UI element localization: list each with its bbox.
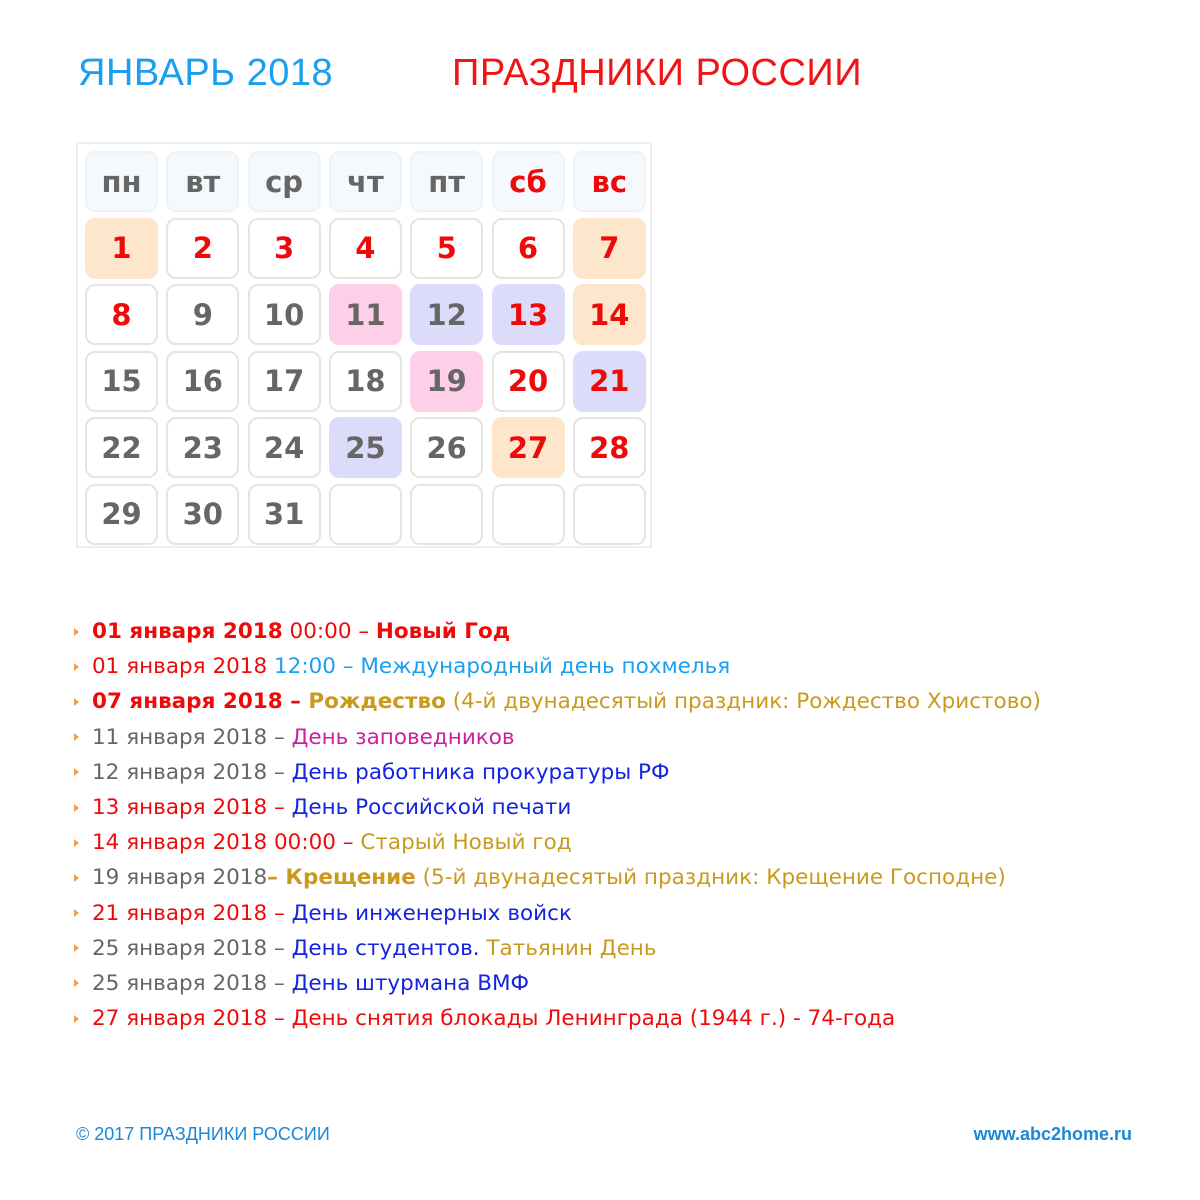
holiday-text-segment: День работника прокуратуры РФ (291, 759, 670, 785)
bullet-arrow-icon (74, 874, 79, 882)
day-cell: 14 (573, 284, 646, 345)
day-cell: 24 (248, 417, 321, 478)
calendar-grid (76, 142, 652, 548)
empty-day-cell (329, 484, 402, 545)
holiday-text-segment: 07 января 2018 – (92, 689, 309, 715)
holiday-text-segment: День штурмана ВМФ (291, 970, 530, 996)
bullet-arrow-icon (74, 804, 79, 812)
holiday-text-segment: 13 января 2018 – (92, 795, 292, 821)
holiday-text-segment: Татьянин День (479, 935, 657, 961)
holiday-item (72, 896, 1041, 931)
day-cell: 30 (166, 484, 239, 545)
day-cell: 26 (410, 417, 483, 478)
day-cell: 10 (248, 284, 321, 345)
bullet-arrow-icon (74, 733, 79, 741)
weekday-header: чт (329, 151, 402, 212)
holiday-text-segment: 11 января 2018 – (92, 724, 292, 750)
holiday-item (72, 684, 1041, 719)
weekday-header: сб (492, 151, 565, 212)
weekday-header: пт (410, 151, 483, 212)
holiday-text-segment: – Крещение (267, 865, 416, 891)
bullet-arrow-icon (74, 1015, 79, 1023)
day-cell: 28 (573, 417, 646, 478)
day-cell: 13 (492, 284, 565, 345)
holiday-item (72, 931, 1041, 966)
copyright-text: © 2017 ПРАЗДНИКИ РОССИИ (76, 1124, 330, 1144)
holiday-text-segment: 27 января 2018 – (92, 1006, 292, 1032)
holiday-item (72, 649, 1041, 684)
day-cell: 1 (85, 218, 158, 279)
holidays-title: ПРАЗДНИКИ РОССИИ (452, 52, 863, 94)
day-cell: 4 (329, 218, 402, 279)
day-cell: 9 (166, 284, 239, 345)
holiday-item (72, 614, 1041, 649)
day-cell: 23 (166, 417, 239, 478)
day-cell: 7 (573, 218, 646, 279)
weekday-header: вс (573, 151, 646, 212)
holiday-item (72, 755, 1041, 790)
empty-day-cell (410, 484, 483, 545)
holiday-text-segment: Рождество (308, 689, 446, 715)
day-cell: 20 (492, 351, 565, 412)
day-cell: 25 (329, 417, 402, 478)
holiday-item (72, 825, 1041, 860)
holiday-text-segment: 12 января 2018 – (92, 759, 292, 785)
holiday-text-segment: День студентов. (291, 935, 480, 961)
holiday-text-segment: (4-й двунадесятый праздник: Рождество Христово) (445, 689, 1041, 715)
empty-day-cell (573, 484, 646, 545)
holiday-text-segment: День снятия блокады Ленинграда (1944 г.) - 74-года (291, 1006, 896, 1032)
weekday-header: ср (248, 151, 321, 212)
day-cell: 8 (85, 284, 158, 345)
holiday-text-segment: 00:00 – (282, 619, 376, 645)
holiday-text-segment: Новый Год (375, 619, 511, 645)
day-cell: 18 (329, 351, 402, 412)
day-cell: 27 (492, 417, 565, 478)
bullet-arrow-icon (74, 663, 79, 671)
holiday-text-segment: День инженерных войск (291, 900, 572, 926)
site-link[interactable]: www.abc2home.ru (973, 1124, 1132, 1144)
bullet-arrow-icon (74, 909, 79, 917)
holiday-text-segment: Старый Новый год (360, 830, 572, 856)
holiday-text-segment: 01 января 2018 (92, 619, 283, 645)
holiday-text-segment: (5-й двунадесятый праздник: Крещение Господне) (415, 865, 1006, 891)
month-title: ЯНВАРЬ 2018 (78, 52, 334, 94)
bullet-arrow-icon (74, 944, 79, 952)
day-cell: 31 (248, 484, 321, 545)
holiday-item (72, 860, 1041, 895)
empty-day-cell (492, 484, 565, 545)
holiday-text-segment: 21 января 2018 – (92, 900, 292, 926)
holiday-item (72, 790, 1041, 825)
holiday-text-segment: 25 января 2018 – (92, 970, 292, 996)
weekday-header: вт (166, 151, 239, 212)
day-cell: 12 (410, 284, 483, 345)
day-cell: 16 (166, 351, 239, 412)
day-cell: 21 (573, 351, 646, 412)
day-cell: 22 (85, 417, 158, 478)
bullet-arrow-icon (74, 839, 79, 847)
day-cell: 3 (248, 218, 321, 279)
holiday-text-segment: День заповедников (291, 724, 515, 750)
holiday-text-segment: 19 января 2018 (92, 865, 268, 891)
day-cell: 15 (85, 351, 158, 412)
holiday-text-segment: 12:00 – Международный день похмелья (267, 654, 731, 680)
holiday-item (72, 966, 1041, 1001)
day-cell: 29 (85, 484, 158, 545)
bullet-arrow-icon (74, 768, 79, 776)
holiday-item (72, 720, 1041, 755)
day-cell: 19 (410, 351, 483, 412)
day-cell: 11 (329, 284, 402, 345)
day-cell: 17 (248, 351, 321, 412)
holiday-text-segment: 01 января 2018 (92, 654, 268, 680)
bullet-arrow-icon (74, 979, 79, 987)
bullet-arrow-icon (74, 698, 79, 706)
day-cell: 5 (410, 218, 483, 279)
holiday-list (72, 614, 1041, 1036)
day-cell: 6 (492, 218, 565, 279)
holiday-text-segment: День Российской печати (291, 795, 572, 821)
day-cell: 2 (166, 218, 239, 279)
holiday-text-segment: 14 января 2018 00:00 – (92, 830, 361, 856)
bullet-arrow-icon (74, 628, 79, 636)
holiday-item (72, 1001, 1041, 1036)
weekday-header: пн (85, 151, 158, 212)
holiday-text-segment: 25 января 2018 – (92, 935, 292, 961)
